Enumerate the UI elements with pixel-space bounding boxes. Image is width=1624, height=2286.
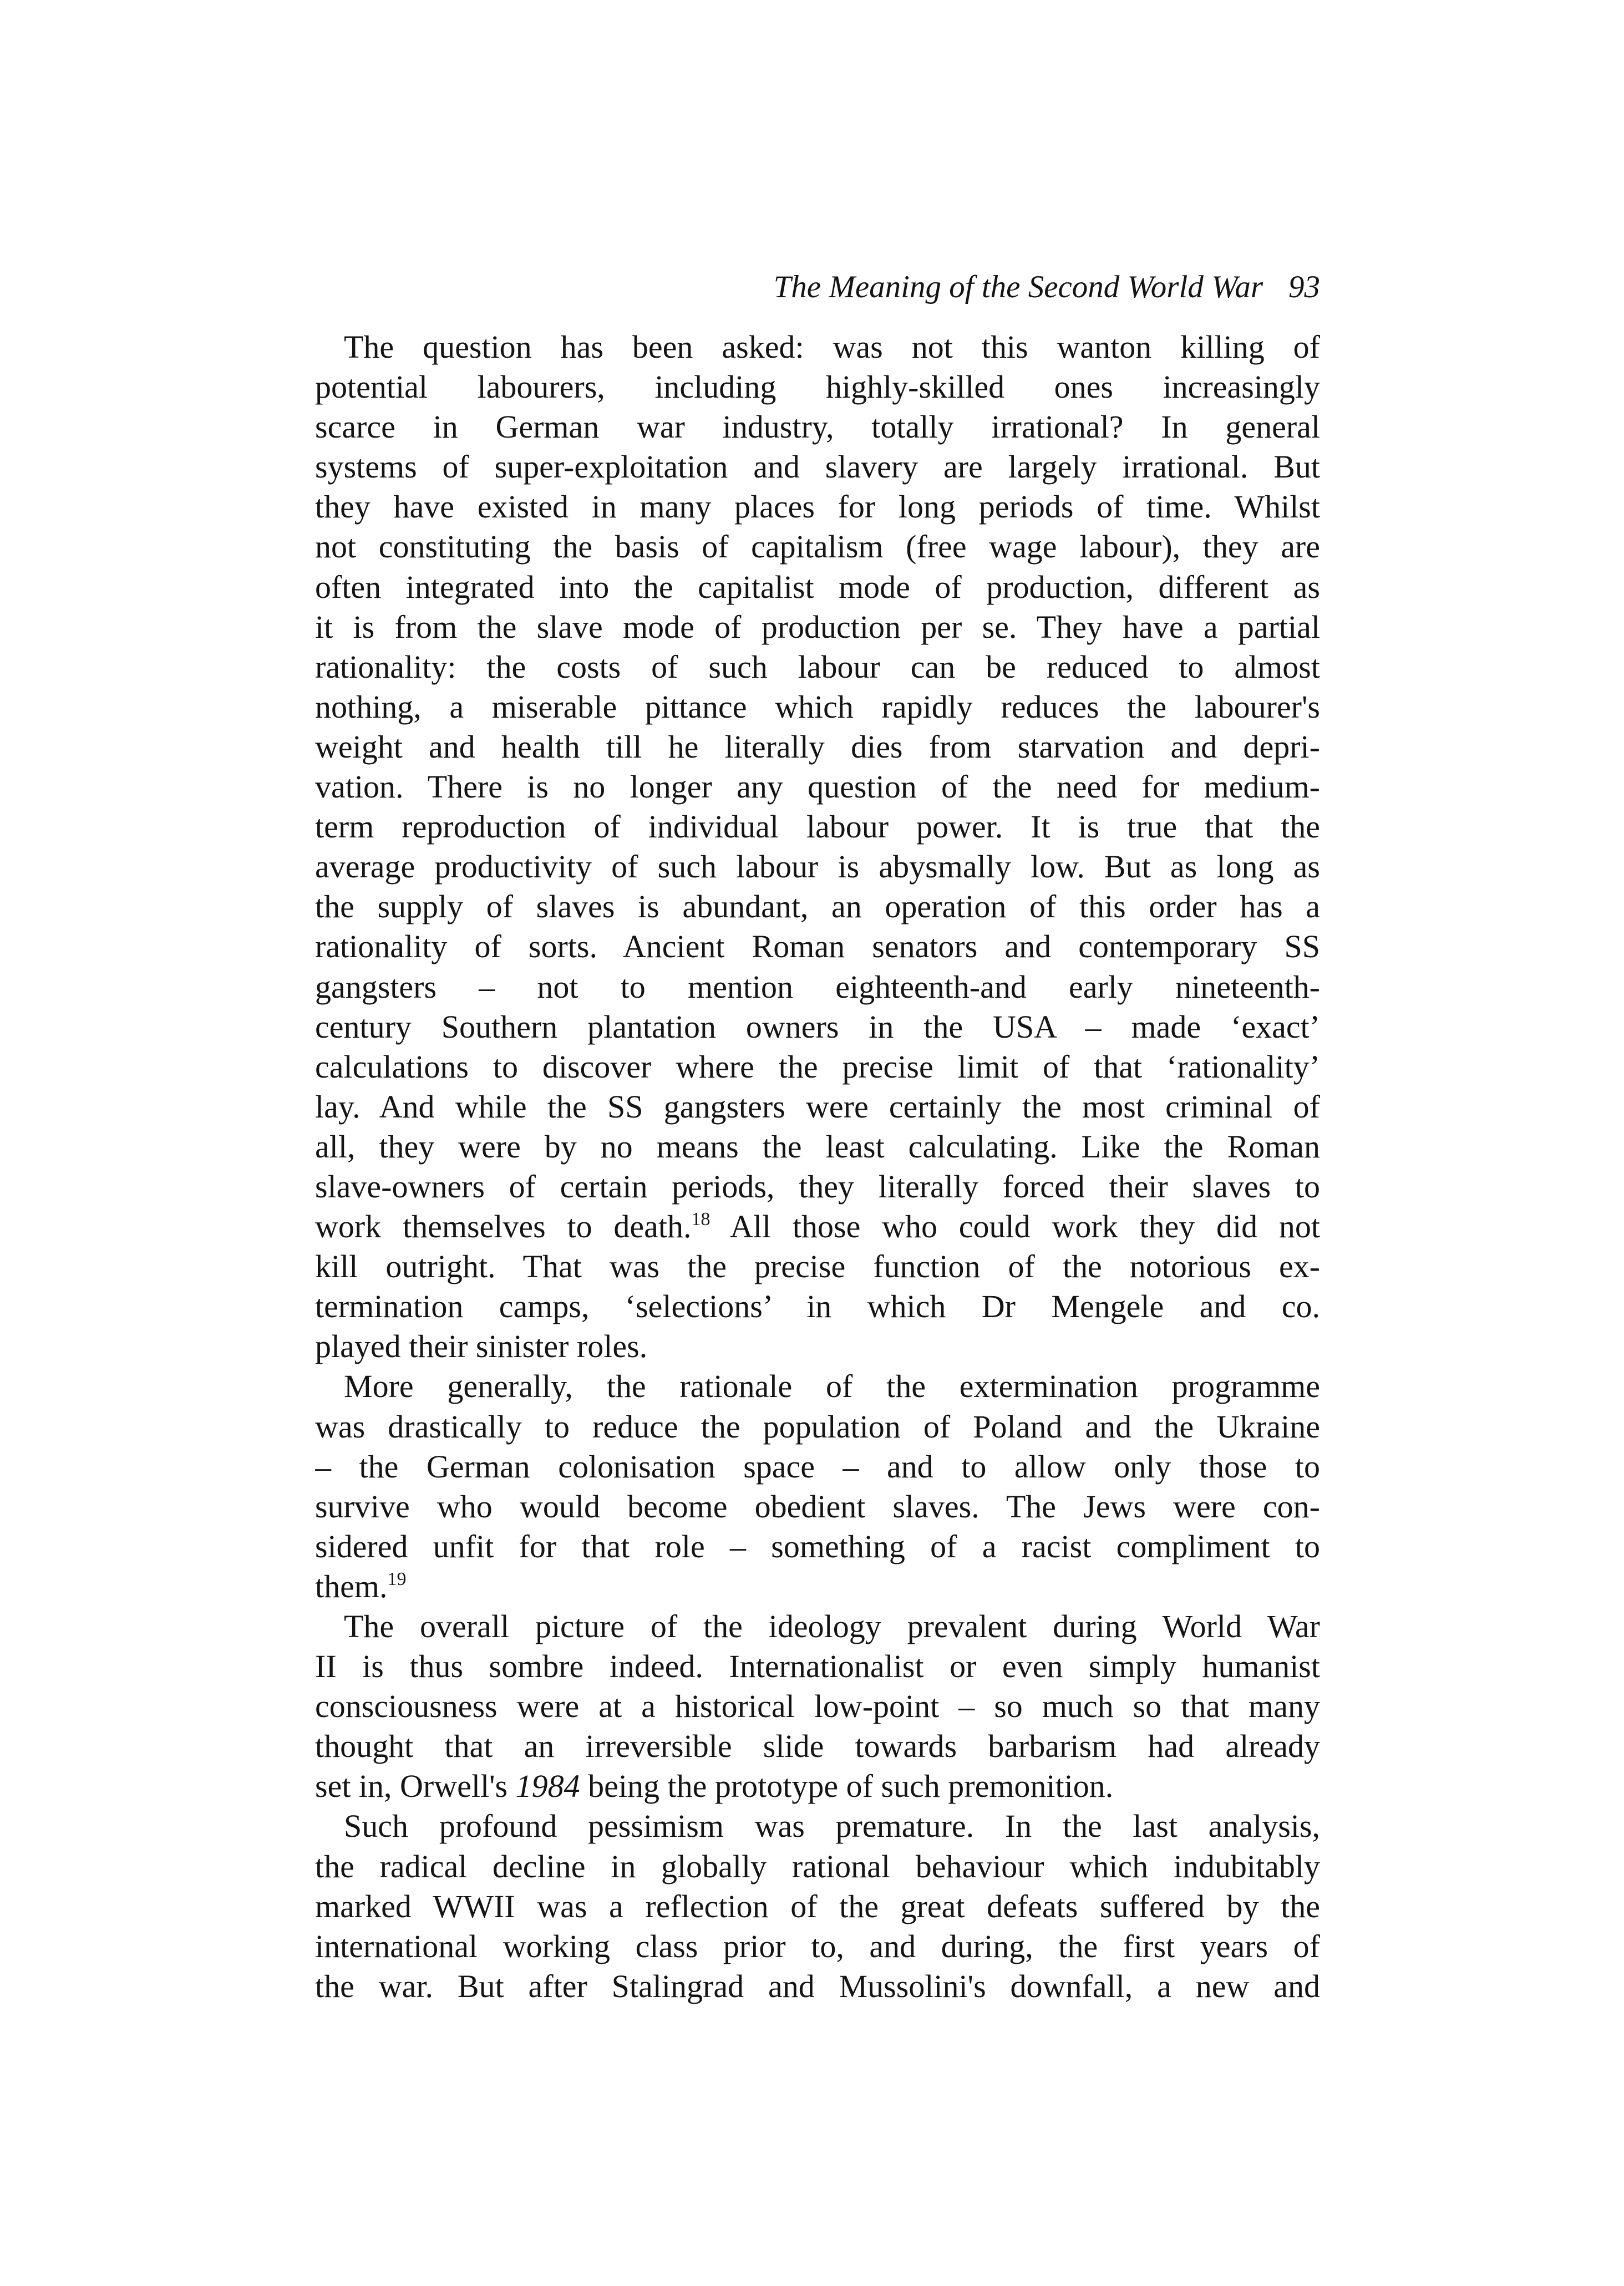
text-line: sidered unfit for that role – something of a racist compliment to [315,1528,1320,1564]
text-line: – the German colonisation space – and to allow only those to [315,1448,1320,1485]
text-line: potential labourers, including highly-skilled ones increasingly [315,369,1320,405]
text-line: More generally, the rationale of the extermination programme [344,1368,1320,1405]
text-line: The question has been asked: was not this wanton killing of [344,329,1320,365]
text-segment: All those who could work they did not [730,1208,1320,1245]
text-line: international working class prior to, and during, the first years of [315,1928,1320,1964]
text-line: century Southern plantation owners in the USA – made ‘exact’ [315,1008,1320,1045]
text-segment: set in, Orwell's [315,1768,508,1805]
running-head [315,265,1320,309]
text-line: all, they were by no means the least calculating. Like the Roman [315,1128,1320,1165]
text-line: the war. But after Stalingrad and Mussolini's downfall, a new and [315,1968,1320,2004]
text-line: II is thus sombre indeed. Internationalist or even simply humanist [315,1648,1320,1685]
footnote-marker-19: 19 [387,1568,407,1589]
text-line: often integrated into the capitalist mode of production, different as [315,568,1320,605]
text-line: vation. There is no longer any question of the need for medium- [315,769,1320,805]
text-line: nothing, a miserable pittance which rapidly reduces the labourer's [315,688,1320,725]
text-line: consciousness were at a historical low-point – so much so that many [315,1688,1320,1725]
text-segment: them. [315,1568,388,1604]
text-line: slave-owners of certain periods, they literally forced their slaves to [315,1168,1320,1205]
text-line: lay. And while the SS gangsters were certainly the most criminal of [315,1088,1320,1125]
text-line: weight and health till he literally dies from starvation and depri- [315,728,1320,765]
text-segment: work themselves to death. [315,1208,692,1245]
text-line: thought that an irreversible slide towards barbarism had already [315,1728,1320,1765]
text-line: played their sinister roles. [315,1328,648,1365]
text-line: the radical decline in globally rational behaviour which indubitably [315,1848,1320,1884]
text-line: The overall picture of the ideology prevalent during World War [344,1608,1320,1644]
running-head-title: The Meaning of the Second World War [773,270,1263,304]
text-line: gangsters – not to mention eighteenth-and early nineteenth- [315,968,1320,1005]
text-line: calculations to discover where the precise limit of that ‘rationality’ [315,1048,1320,1085]
footnote-marker-18: 18 [691,1209,710,1230]
text-line: average productivity of such labour is abysmally low. But as long as [315,849,1320,885]
text-line-with-italic-title [315,1766,1320,1806]
text-line-with-footnote [315,1567,1320,1607]
text-line: systems of super-exploitation and slavery are largely irrational. But [315,449,1320,485]
text-line: term reproduction of individual labour power. It is true that the [315,809,1320,845]
text-line: rationality of sorts. Ancient Roman senators and contemporary SS [315,928,1320,965]
text-line: marked WWII was a reflection of the great defeats suffered by the [315,1888,1320,1924]
text-line: Such profound pessimism was premature. In the last analysis, [344,1808,1320,1845]
text-line: was drastically to reduce the population of Poland and the Ukraine [315,1408,1320,1445]
book-title-1984: 1984 [515,1768,580,1805]
text-line: scarce in German war industry, totally irrational? In general [315,409,1320,445]
text-line: termination camps, ‘selections’ in which Dr Mengele and co. [315,1288,1320,1325]
text-line: survive who would become obedient slaves. The Jews were con- [315,1488,1320,1525]
text-line: rationality: the costs of such labour can be reduced to almost [315,648,1320,685]
text-line: they have existed in many places for long periods of time. Whilst [315,489,1320,525]
text-line-with-footnote [315,1207,1320,1247]
body-text [315,327,1320,2006]
text-line: not constituting the basis of capitalism (free wage labour), they are [315,529,1320,565]
text-segment: being the prototype of such premonition. [588,1768,1114,1805]
text-line: it is from the slave mode of production per se. They have a partial [315,608,1320,645]
page-number: 93 [1288,270,1320,304]
text-line: kill outright. That was the precise function of the notorious ex- [315,1248,1320,1285]
text-line: the supply of slaves is abundant, an operation of this order has a [315,888,1320,925]
